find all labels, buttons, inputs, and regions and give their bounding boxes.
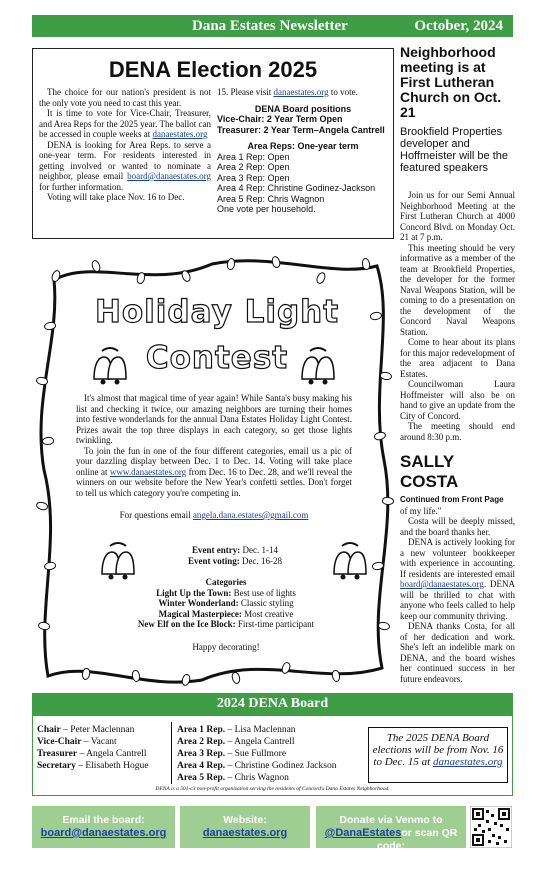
newsletter-date: October, 2024 bbox=[414, 18, 503, 34]
area-rep-2: Area 2 Rep: Open bbox=[217, 162, 290, 172]
ballot-link[interactable]: danaestates.org bbox=[152, 129, 208, 139]
contest-voting-link[interactable]: www.danaestates.org bbox=[109, 466, 187, 477]
bulb bbox=[226, 257, 236, 270]
category-name: New Elf on the Ice Block: bbox=[137, 619, 236, 629]
bulb bbox=[369, 311, 382, 321]
bulb bbox=[50, 269, 62, 283]
bulb bbox=[136, 271, 147, 285]
category-desc: Best use of lights bbox=[233, 587, 296, 598]
election-p3-tail: for further information. bbox=[39, 181, 124, 192]
area-rep-5: Area 5 Rep: Chris Wagnon bbox=[217, 193, 325, 204]
meeting-p4: Councilwoman Laura Hoffmeister will also be on hand to give an update from the City of Concord. bbox=[400, 379, 515, 421]
contest-p1: It's almost that magical time of year again! While Santa's busy making his list and checking it twice, our amazing neighbors are turning their homes into festive wonderlands for the annual Dana Estates Holiday Light Contest. Prizes await the top three displays in each category, so get those lights twinkling. bbox=[76, 393, 352, 445]
venmo-tail: or scan QR code: bbox=[376, 827, 458, 852]
bulb bbox=[35, 376, 48, 386]
meeting-p3: Come to hear about its plans for this major redevelopment of the area adjacent to Dana Estates. bbox=[400, 337, 515, 379]
bulb bbox=[231, 671, 242, 685]
board-area-reps bbox=[177, 724, 367, 784]
board-rep: Area 4 Rep. – Christine Godinez Jackson bbox=[177, 761, 337, 771]
contest-email-link[interactable]: angela.dana.estates@gmail.com bbox=[192, 510, 309, 520]
contest-signoff: Happy decorating! bbox=[192, 641, 260, 652]
board-rep: Area 5 Rep. – Chris Wagnon bbox=[177, 773, 289, 783]
website-label: Website: bbox=[223, 814, 267, 826]
newsletter-title: Dana Estates Newsletter bbox=[192, 18, 348, 34]
sally-p0: of my life." bbox=[400, 505, 442, 516]
meeting-body bbox=[400, 190, 515, 442]
bulb bbox=[377, 621, 390, 631]
board-officer: Secretary – Elisabeth Hogue bbox=[37, 761, 149, 771]
contest-p2-tail: from Dec. 16 to Dec. 28, and we'll reveal the winners on our website before the New Year's confetti settles. Don't forget to tell us which category you're competing in. bbox=[76, 466, 353, 498]
election-p3: DENA is looking for Area Reps. to serve a one-year term. For residents interested in getting involved or wanted to nominate a neighbor, please email bbox=[39, 139, 211, 181]
board-email-link[interactable]: board@danaestates.org bbox=[127, 171, 212, 181]
qr-code-icon[interactable] bbox=[470, 806, 512, 848]
meeting-subhead: Brookfield Properties developer and Hoffmeister will be the featured speakers bbox=[400, 126, 509, 174]
venmo-label: Donate via Venmo to bbox=[339, 814, 443, 826]
bulb bbox=[90, 259, 102, 273]
category-item bbox=[76, 609, 376, 620]
website-block[interactable] bbox=[180, 806, 310, 848]
bulb bbox=[382, 496, 395, 505]
bulb bbox=[379, 371, 392, 381]
election-p2: It is time to vote for Vice-Chair, Treasurer, and Area Reps for the 2025 year. The ballot can be accessed in couple weeks at bbox=[39, 108, 211, 139]
contest-questions: For questions email bbox=[119, 510, 191, 520]
board-positions-heading: DENA Board positions bbox=[254, 103, 352, 114]
bulb bbox=[271, 255, 282, 269]
sally-title: SALLY COSTA bbox=[400, 452, 459, 491]
category-name: Winter Wonderland: bbox=[158, 598, 239, 608]
meeting-p2: This meeting should be very informative as a member of the team at Brookfield Properties, the developer for the former Naval Weapons Station, will be coming to do a presentation on the development of the Concord Naval Weapons Station. bbox=[400, 242, 515, 337]
election-title: DENA Election 2025 bbox=[108, 57, 318, 82]
category-item bbox=[76, 588, 376, 599]
category-desc: Most creative bbox=[244, 608, 294, 619]
bulb bbox=[43, 561, 56, 571]
entry-label: Event entry: bbox=[192, 545, 241, 555]
election-note-link[interactable]: danaestates.org bbox=[433, 756, 503, 768]
board-box bbox=[32, 715, 513, 796]
voting-value: Dec. 16-28 bbox=[242, 556, 282, 566]
vote-link[interactable]: danaestates.org bbox=[273, 87, 329, 97]
category-item bbox=[76, 619, 376, 630]
election-p4: Voting will take place Nov. 16 to Dec. bbox=[47, 192, 185, 202]
contest-title-line-2: Contest bbox=[145, 340, 289, 376]
categories-heading: Categories bbox=[205, 577, 247, 587]
category-name: Magical Masterpiece: bbox=[158, 608, 242, 619]
sally-p2-tail: . DENA will be thrilled to chat with anyone who feels called to help keep our community thriving. bbox=[400, 579, 515, 621]
board-divider bbox=[171, 722, 172, 784]
board-officer: Vice-Chair – Vacant bbox=[37, 737, 117, 747]
category-item bbox=[76, 598, 376, 609]
meeting-article bbox=[400, 45, 515, 684]
bells-icon bbox=[88, 345, 132, 387]
contest-categories bbox=[76, 577, 376, 652]
area-rep-1: Area 1 Rep: Open bbox=[217, 151, 290, 162]
sally-p3: DENA thanks Costa, for all of her dedication and work. She's left an indelible mark on DENA, and the board wishes her continued success in her future endeavors. bbox=[400, 621, 515, 684]
category-desc: Classic styling bbox=[240, 598, 294, 608]
area-rep-4: Area 4 Rep: Christine Godinez-Jackson bbox=[217, 183, 376, 193]
entry-value: Dec. 1-14 bbox=[242, 545, 278, 555]
meeting-p1: Join us for our Semi Annual Neighborhood Meeting at the First Lutheran Church at 4000 Concord Blvd. on Monday Oct. 21 at 7 p.m. bbox=[400, 190, 515, 242]
sally-continued: Continued from Front Page bbox=[400, 495, 504, 504]
board-banner: 2024 DENA Board bbox=[32, 693, 513, 715]
board-treasurer: Treasurer: 2 Year Term–Angela Cantrell bbox=[217, 124, 385, 135]
venmo-block[interactable] bbox=[316, 806, 466, 852]
bulb bbox=[81, 667, 91, 680]
area-rep-3: Area 3 Rep: Open bbox=[217, 172, 290, 183]
bulb bbox=[131, 669, 141, 682]
election-note: The 2025 DENA Board elections will be from Nov. 16 to Dec. 15 at bbox=[372, 732, 504, 768]
contest-body bbox=[76, 393, 352, 521]
contest-title-line-1: Holiday Light bbox=[94, 294, 340, 330]
bells-icon bbox=[296, 345, 340, 387]
election-p1: The choice for our nation's president is not the only vote you need to cast this year. bbox=[39, 87, 211, 108]
bulb bbox=[280, 661, 292, 675]
newsletter-banner bbox=[32, 15, 513, 37]
reps-heading: Area Reps: One-year term bbox=[247, 141, 359, 151]
nonprofit-note: DENA is a 501-c3 non-profit organization serving the residents of Concord's Dana Estates Neighborhood. bbox=[155, 786, 390, 792]
bulb bbox=[37, 621, 50, 631]
bulb bbox=[361, 257, 371, 270]
website-link[interactable]: danaestates.org bbox=[202, 827, 288, 839]
board-rep: Area 2 Rep. – Angela Cantrell bbox=[177, 737, 295, 747]
email-link[interactable]: board@danaestates.org bbox=[40, 827, 167, 839]
election-column-2 bbox=[217, 87, 389, 215]
election-box bbox=[32, 48, 394, 239]
election-column-1 bbox=[39, 87, 211, 203]
board-officer: Treasurer – Angela Cantrell bbox=[37, 749, 147, 759]
board-officer: Chair – Peter Maclennan bbox=[37, 725, 135, 735]
board-vice-chair: Vice-Chair: 2 Year Term Open bbox=[217, 114, 343, 124]
board-rep: Area 3 Rep. – Sue Fullmore bbox=[177, 749, 287, 759]
election-note-box bbox=[368, 727, 508, 783]
bulb bbox=[371, 561, 384, 571]
email-board-block[interactable] bbox=[32, 806, 175, 848]
category-name: Light Up the Town: bbox=[156, 587, 232, 598]
bells-icon bbox=[328, 540, 372, 582]
bulb bbox=[315, 271, 327, 285]
board-officers bbox=[37, 724, 169, 772]
bulb bbox=[35, 501, 49, 512]
email-label: Email the board: bbox=[62, 814, 145, 826]
sally-p1: Costa will be deeply missed, and the board thanks her. bbox=[400, 516, 515, 537]
sally-email-link[interactable]: board@danaestates.org bbox=[400, 579, 484, 589]
bulb bbox=[331, 669, 341, 682]
election-c2-start: 15. Please visit bbox=[217, 87, 272, 97]
meeting-headline: Neighborhood meeting is at First Lutheran Church on Oct. 21 bbox=[400, 44, 502, 120]
sally-body bbox=[400, 495, 515, 684]
one-vote-note: One vote per household. bbox=[217, 204, 316, 214]
bulb bbox=[181, 673, 192, 687]
contest-dates bbox=[140, 545, 330, 567]
meeting-p5: The meeting should end around 8:30 p.m. bbox=[400, 421, 515, 442]
board-rep: Area 1 Rep. – Lisa Maclennan bbox=[177, 725, 296, 735]
bells-icon bbox=[96, 540, 140, 582]
bulb bbox=[373, 431, 387, 442]
contest-p2: To join the fun in one of the four different categories, email us a pic of your dazzling display between Dec. 1 to Dec. 14. Voting will take place online at bbox=[76, 445, 352, 477]
voting-label: Event voting: bbox=[188, 556, 240, 566]
election-c2-end: to vote. bbox=[330, 87, 358, 97]
category-desc: First-time participant bbox=[237, 619, 315, 629]
venmo-link[interactable]: @DanaEstates bbox=[324, 827, 402, 839]
bulb bbox=[43, 321, 56, 331]
bulb bbox=[180, 269, 192, 283]
sally-p2: DENA is actively looking for a new volunteer bookkeeper with experience in accounting. If residents are interested email bbox=[400, 537, 515, 579]
bulb bbox=[42, 436, 55, 445]
